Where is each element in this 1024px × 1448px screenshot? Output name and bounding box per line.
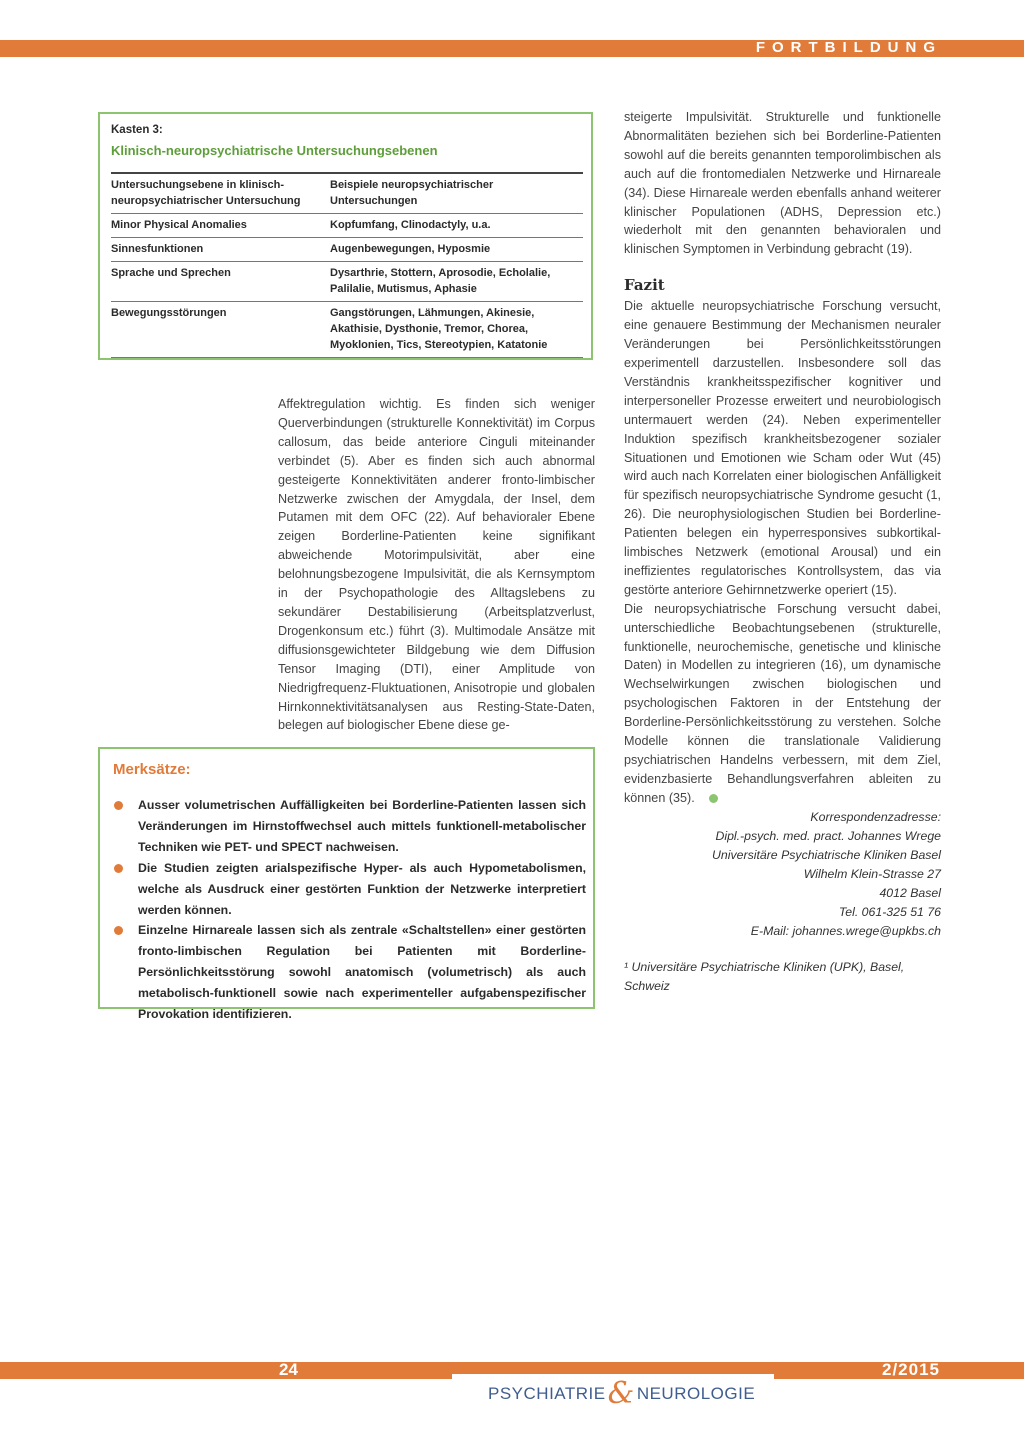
table-cell: Sprache und Sprechen: [111, 267, 231, 279]
table-row: [111, 301, 583, 358]
bullet-dot-icon: [114, 926, 123, 935]
table-row: [111, 237, 583, 261]
table-row: [111, 261, 583, 301]
body-column-right: [624, 108, 941, 996]
kasten-box: [98, 112, 593, 360]
body-paragraph: [624, 600, 941, 808]
kasten-title: Klinisch-neuropsychiatrische Untersuchungsebenen: [111, 143, 438, 158]
journal-name-part2: NEUROLOGIE: [636, 1384, 756, 1403]
merksaetze-box: [98, 747, 595, 1022]
merksaetze-title: Merksätze:: [113, 761, 191, 778]
table-cell: Minor Physical Anomalies: [111, 219, 247, 231]
correspondence-phone: Tel. 061-325 51 76: [838, 904, 941, 919]
bullet-dot-icon: [114, 801, 123, 810]
correspondence-name: Dipl.-psych. med. pract. Johannes Wrege: [715, 828, 941, 843]
table-cell: Kopfumfang, Clinodactyly, u.a.: [330, 219, 491, 231]
paragraph-text: Die neuropsychiatrische Forschung versucht dabei, unterschiedliche Beobachtungsebenen (strukturelle, funktionelle, neurochemische, genetische und klinische Daten) in Modellen zu integrieren (16), um dynamische Wechselwirkungen zwischen biologischen und psychologischen Faktoren in der Entstehung der Borderline-Persönlichkeitsstörung zu verstehen. Solche Modelle können die translationale Validierung psychiatrischen Handelns verbessern, mit dem Ziel, evidenzbasierte Behandlungsverfahren ableiten zu können (35).: [624, 601, 941, 805]
kasten-column-header: Beispiele neuropsychiatrischer Untersuchungen: [330, 179, 494, 207]
section-label: FORTBILDUNG: [755, 39, 942, 56]
list-item: [113, 795, 586, 858]
table-row: [111, 213, 583, 237]
table-cell: Dysarthrie, Stottern, Aprosodie, Echolalie, Palilalie, Mutismus, Aphasie: [330, 267, 551, 295]
body-paragraph: Die aktuelle neuropsychiatrische Forschung versucht, eine genauere Bestimmung der Mechanismen neuraler Veränderungen bei Persönlichkeitsstörungen experimentell darzustellen. Insbesondere soll das Verständnis krankheitsspezifischer kognitiver und interpersoneller Prozesse erweitert und neurobiologisch untermauert werden (24). Neben experimenteller Induktion spezifisch krankheitsbezogener sozialer Situationen und Emotionen wie Scham oder Wut (45) wird auch nach Korrelaten einer biologischen Anfälligkeit für spezifisch neuropsychiatrische Syndrome gesucht (1, 26). Die neurophysiologischen Studien bei Borderline-Patienten belegen ein hyperresponsives subkortikal-limbisches Netzwerk (emotional Arousal) und ein ineffizientes regulatorisches Kontrollsystem, das via gestörte anteriore Gehirnnetzwerke operiert (15).: [624, 299, 941, 597]
body-paragraph: steigerte Impulsivität. Strukturelle und funktionelle Abnormalitäten beziehen sich bei Borderline-Patienten sowohl auf die bereits genannten temporolimbischen als auch auf die frontomedialen Netzwerke und Hirnareale (34). Diese Hirnareale werden ebenfalls anhand weiterer klinischer Populationen (ADHS, Depression etc.) wiederholt mit den genannten behavioralen und klinischen Symptomen in Verbindung gebracht (19).: [624, 110, 941, 257]
correspondence-heading: Korrespondenzadresse:: [810, 809, 941, 824]
list-item: [113, 858, 586, 921]
table-cell: Bewegungsstörungen: [111, 307, 227, 319]
body-column-left: [278, 395, 595, 735]
merksaetze-list: [113, 795, 586, 1025]
kasten-column-header: Untersuchungsebene in klinisch-neuropsychiatrischer Untersuchung: [111, 179, 301, 207]
journal-logo: [488, 1376, 756, 1411]
fazit-heading: Fazit: [624, 276, 665, 295]
table-cell: Sinnesfunktionen: [111, 243, 204, 255]
table-cell: Gangstörungen, Lähmungen, Akinesie, Akathisie, Dysthonie, Tremor, Chorea, Myoklonien, Tics, Stereotypien, Katatonie: [330, 307, 548, 351]
list-item-text: Einzelne Hirnareale lassen sich als zentrale «Schaltstellen» einer gestörten fronto-limbischen Regulation bei Patienten mit Borderline-Persönlichkeitsstörung sowohl anatomisch (volumetrisch) als auch metabolisch-funktionell sowie nach experimenteller aufgabenspezifischer Provokation identifizieren.: [138, 923, 586, 1022]
bullet-dot-icon: [114, 864, 123, 873]
correspondence-address: [624, 808, 941, 941]
list-item-text: Die Studien zeigten arialspezifische Hyper- als auch Hypometabolismen, welche als Ausdruck einer gestörten Funktion der Netzwerke interpretiert werden können.: [138, 860, 586, 917]
correspondence-city: 4012 Basel: [879, 885, 941, 900]
list-item: [113, 920, 586, 1025]
body-paragraph: Affektregulation wichtig. Es finden sich weniger Querverbindungen (strukturelle Konnektivität) im Corpus callosum, das beide anteriore Cinguli miteinander verbindet (5). Aber es finden sich auch abnormal gesteigerte Konnektivitäten anderer fronto-limbischer Netzwerke zwischen der Amygdala, der Insel, dem Putamen mit dem OFC (22). Auf behavioraler Ebene zeigen Borderline-Patienten keine signifikant abweichende Motorimpulsivität, aber eine belohnungsbezogene Impulsivität, die als Kernsymptom in der Psychopathologie des Alltagslebens zu sekundärer Destabilisierung (Arbeitsplatzverlust, Drogenkonsum etc.) führt (3). Multimodale Ansätze mit diffusionsgewichteter Bildgebung wie dem Diffusion Tensor Imaging (DTI), einer Amplitude von Niedrigfrequenz-Fluktuationen, Anisotropie und globalen Hirnkonnektivitätsanalysen aus Resting-State-Daten, belegen auf biologischer Ebene diese ge-: [278, 397, 595, 733]
kasten-label: Kasten 3:: [111, 124, 163, 136]
kasten-table-header: [111, 172, 583, 213]
correspondence-institution: Universitäre Psychiatrische Kliniken Basel: [712, 847, 941, 862]
journal-ampersand: &: [607, 1376, 635, 1411]
correspondence-email: E-Mail: johannes.wrege@upkbs.ch: [750, 923, 941, 938]
issue-number: 2/2015: [882, 1360, 940, 1379]
kasten-table: [111, 172, 583, 358]
affiliation-footnote: ¹ Universitäre Psychiatrische Kliniken (UPK), Basel, Schweiz: [624, 959, 905, 993]
page-number: 24: [279, 1360, 298, 1379]
journal-name-part1: PSYCHIATRIE: [488, 1384, 606, 1403]
end-of-article-dot-icon: [709, 794, 718, 803]
table-cell: Augenbewegungen, Hyposmie: [330, 243, 491, 255]
correspondence-street: Wilhelm Klein-Strasse 27: [803, 866, 941, 881]
list-item-text: Ausser volumetrischen Auffälligkeiten bei Borderline-Patienten lassen sich Veränderungen im Hirnstoffwechsel auch mittels funktionell-metabolischer Techniken wie PET- und SPECT nachweisen.: [138, 798, 586, 854]
